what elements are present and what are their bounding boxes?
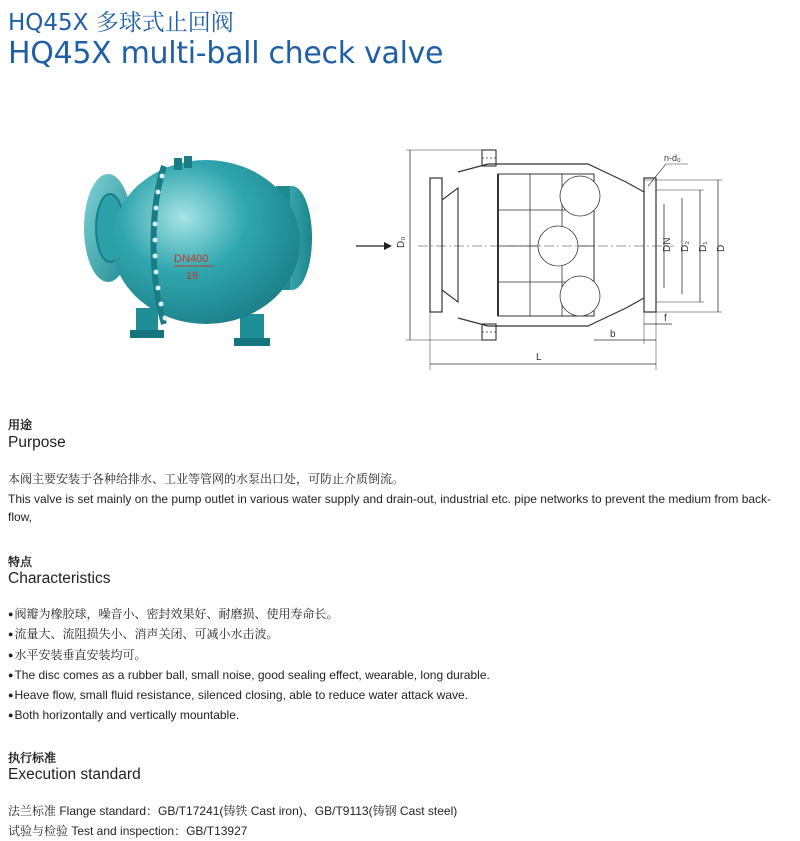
list-item: ● 流量大、流阻损失小、消声关闭、可减小水击波。 <box>8 625 490 645</box>
purpose-heading-cn: 用途 <box>8 418 33 432</box>
dim-label-d2: D₂ <box>680 240 691 252</box>
characteristics-list <box>8 605 490 727</box>
page-title-cn: HQ45X 多球式止回阀 <box>8 10 234 36</box>
purpose-heading-en: Purpose <box>8 434 66 451</box>
flange-standard-line: 法兰标准 Flange standard：GB/T17241(铸铁 Cast iron)、GB/T9113(铸钢 Cast steel) <box>8 804 458 818</box>
ball-bottom <box>560 276 600 316</box>
test-inspection-line: 试验与检验 Test and inspection：GB/T13927 <box>8 824 248 838</box>
characteristics-heading-cn: 特点 <box>8 555 33 569</box>
ball-top <box>560 176 600 216</box>
dim-label-n-d0: n-d₀ <box>664 153 681 163</box>
dim-label-d: D <box>716 244 727 252</box>
page-title-en: HQ45X multi-ball check valve <box>8 36 444 71</box>
valve-foot-right <box>240 314 264 342</box>
dim-label-b: b <box>610 329 616 340</box>
list-item: ● The disc comes as a rubber ball, small noise, good sealing effect, wearable, long durable. <box>8 666 490 686</box>
list-item: ● Heave flow, small fluid resistance, silenced closing, able to reduce water attack wave. <box>8 686 490 706</box>
characteristics-heading-en: Characteristics <box>8 570 111 587</box>
execution-heading-cn: 执行标准 <box>8 751 57 765</box>
valve-photo <box>80 148 320 358</box>
list-item: ● 水平安装垂直安装均可。 <box>8 646 490 666</box>
flow-arrow-icon <box>356 242 392 250</box>
list-item: ● Both horizontally and vertically mountable. <box>8 706 490 726</box>
execution-heading-en: Execution standard <box>8 766 141 783</box>
purpose-text-cn: 本阀主要安装于各种给排水、工业等管网的水泵出口处，可防止介质倒流。 <box>8 472 405 486</box>
dim-label-f: f <box>664 313 667 324</box>
dim-label-d1: D₁ <box>698 241 709 252</box>
valve-body <box>112 160 300 324</box>
list-item: ● 阀瓣为橡胶球，噪音小、密封效果好、耐磨损、使用寿命长。 <box>8 605 490 625</box>
dim-label-d0: D₀ <box>396 236 407 248</box>
body-marking-pn: 16 <box>186 270 199 282</box>
dim-label-l: L <box>536 352 542 363</box>
dim-label-dn: DN <box>662 237 673 252</box>
valve-section-drawing <box>348 140 768 378</box>
body-marking-dn: DN400 <box>174 253 209 265</box>
purpose-text-en: This valve is set mainly on the pump outlet in various water supply and drain-out, industrial etc. pipe networks to prevent the medium from back-flow, <box>8 492 772 524</box>
